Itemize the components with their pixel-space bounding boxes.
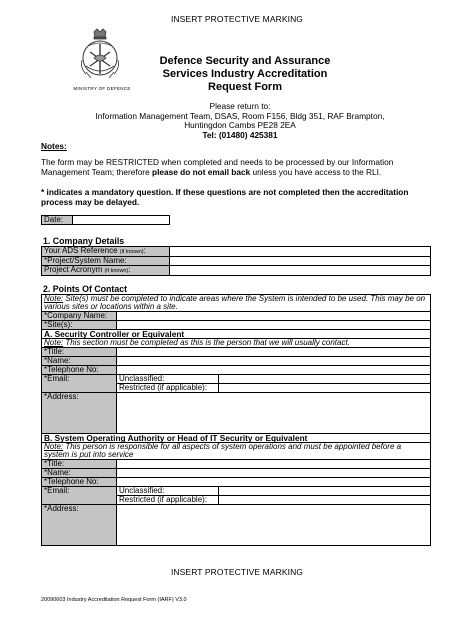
notes-text-line bbox=[41, 167, 461, 177]
part-b-name-label: *Name: bbox=[42, 469, 117, 478]
part-b-telephone-label: *Telephone No: bbox=[42, 478, 117, 487]
part-a-name-label: *Name: bbox=[42, 357, 117, 366]
note-label: Note: bbox=[44, 442, 64, 451]
part-b-address-field[interactable] bbox=[117, 505, 431, 546]
note-text: This person is responsible for all aspects of system operations and must be appointed before a system is put into service bbox=[44, 442, 402, 459]
company-name-label: *Company Name: bbox=[42, 312, 117, 321]
return-telephone: Tel: (01480) 425381 bbox=[202, 129, 278, 140]
part-a-email-label: *Email: bbox=[42, 375, 117, 393]
mandatory-note-line: process may be delayed. bbox=[41, 197, 140, 207]
part-a-title-label: *Title: bbox=[42, 348, 117, 357]
notes-heading: Notes: bbox=[41, 141, 67, 151]
part-b-restricted-email-field[interactable] bbox=[219, 496, 431, 505]
part-b-unclassified-email-field[interactable] bbox=[219, 487, 431, 496]
points-of-contact-table bbox=[41, 294, 431, 546]
part-a-heading: A. Security Controller or Equivalent bbox=[42, 330, 431, 339]
sites-note bbox=[42, 295, 431, 312]
part-b-restricted-label: Restricted (if applicable): bbox=[117, 496, 219, 505]
part-a-address-field[interactable] bbox=[117, 393, 431, 434]
section-2-heading: 2. Points Of Contact bbox=[43, 284, 128, 294]
note-text: Site(s) must be completed to indicate areas where the System is intended to be used. This may be on various sites or locations within a site. bbox=[44, 294, 426, 311]
notes-text-line: The form may be RESTRICTED when completed and needs to be processed by our Information bbox=[41, 157, 394, 167]
sites-label: *Site(s): bbox=[42, 321, 117, 330]
notes-paragraph-1 bbox=[41, 157, 461, 177]
document-reference: 20090603 Industry Accreditation Request Form (IARF) V3.0 bbox=[41, 597, 187, 603]
mandatory-note-line: * indicates a mandatory question. If these questions are not completed then the accreditation bbox=[41, 187, 409, 197]
date-label: Date: bbox=[42, 216, 73, 225]
part-b-title-label: *Title: bbox=[42, 460, 117, 469]
project-name-field[interactable] bbox=[170, 257, 431, 266]
title-line-1: Defence Security and Assurance bbox=[159, 55, 331, 67]
label-hint: (if known) bbox=[119, 249, 144, 255]
date-field[interactable] bbox=[73, 216, 170, 225]
part-a-restricted-label: Restricted (if applicable): bbox=[117, 384, 219, 393]
return-line-3: Huntingdon Cambs PE28 2EA bbox=[184, 120, 296, 131]
part-a-note bbox=[42, 339, 431, 348]
form-title bbox=[150, 55, 340, 94]
part-b-unclassified-label: Unclassified: bbox=[117, 487, 219, 496]
mod-crest-logo bbox=[66, 28, 136, 94]
protective-marking-bottom: INSERT PROTECTIVE MARKING bbox=[170, 567, 304, 577]
title-line-2: Services Industry Accreditation bbox=[162, 68, 328, 80]
part-b-heading: B. System Operating Authority or Head of IT Security or Equivalent bbox=[42, 434, 431, 443]
note-text: This section must be completed as this is the person that we will usually contact. bbox=[63, 338, 350, 347]
label-text: Your ADS Reference bbox=[44, 246, 120, 255]
label-suffix: : bbox=[128, 265, 131, 274]
return-line-2: Information Management Team, DSAS, Room F156, Bldg 351, RAF Brampton, bbox=[95, 110, 385, 121]
title-line-3: Request Form bbox=[208, 81, 282, 93]
part-b-address-label: *Address: bbox=[42, 505, 117, 546]
notes-text-part: unless you have access to the RLI. bbox=[250, 167, 382, 177]
company-details-table bbox=[41, 246, 431, 276]
part-b-email-label: *Email: bbox=[42, 487, 117, 505]
part-a-name-field[interactable] bbox=[117, 357, 431, 366]
mandatory-note bbox=[41, 187, 461, 207]
part-b-name-field[interactable] bbox=[117, 469, 431, 478]
part-a-restricted-email-field[interactable] bbox=[219, 384, 431, 393]
note-label: Note: bbox=[44, 338, 64, 347]
notes-text-part: Management Team; therefore bbox=[41, 167, 152, 177]
part-a-telephone-label: *Telephone No: bbox=[42, 366, 117, 375]
part-a-title-field[interactable] bbox=[117, 348, 431, 357]
protective-marking-top: INSERT PROTECTIVE MARKING bbox=[170, 14, 304, 24]
label-text: Project Acronym bbox=[44, 265, 105, 274]
part-b-title-field[interactable] bbox=[117, 460, 431, 469]
project-acronym-label bbox=[42, 266, 170, 276]
ads-reference-field[interactable] bbox=[170, 247, 431, 257]
notes-emphasis: please do not email back bbox=[152, 167, 251, 177]
return-address bbox=[30, 102, 450, 140]
part-a-unclassified-label: Unclassified: bbox=[117, 375, 219, 384]
label-hint: (if known) bbox=[104, 268, 129, 274]
company-name-field[interactable] bbox=[117, 312, 431, 321]
label-text: *Project/System Name: bbox=[44, 256, 127, 265]
part-b-note bbox=[42, 443, 431, 460]
return-line-1: Please return to: bbox=[209, 101, 271, 111]
label-suffix: : bbox=[143, 246, 146, 255]
part-a-unclassified-email-field[interactable] bbox=[219, 375, 431, 384]
note-label: Note: bbox=[44, 294, 64, 303]
section-1-heading: 1. Company Details bbox=[43, 236, 125, 246]
ads-reference-label bbox=[42, 247, 170, 257]
logo-caption: MINISTRY OF DEFENCE bbox=[73, 86, 131, 91]
part-a-address-label: *Address: bbox=[42, 393, 117, 434]
project-acronym-field[interactable] bbox=[170, 266, 431, 276]
date-table bbox=[41, 215, 170, 225]
